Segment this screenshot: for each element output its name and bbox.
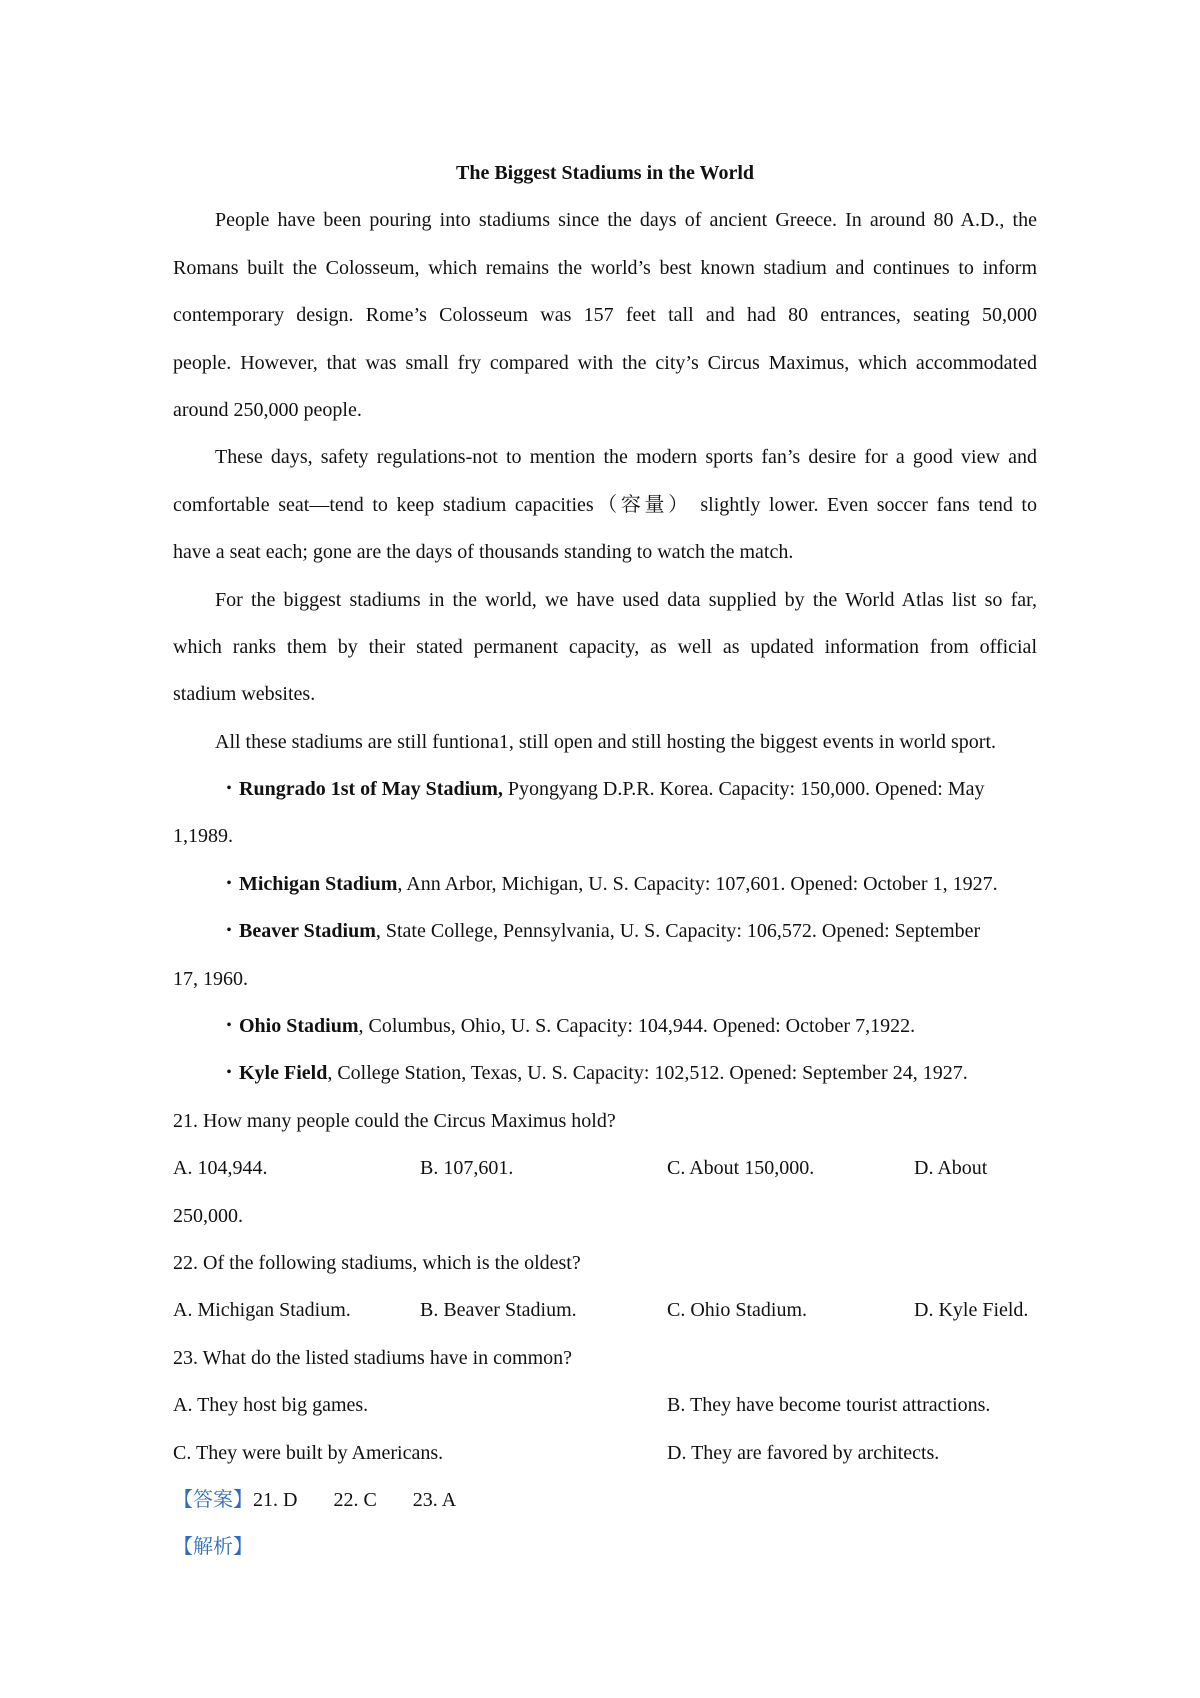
paragraph-3-line-2: which ranks them by their stated permanent capacity, as well as updated information from official xyxy=(173,635,1037,658)
stadium-details: Pyongyang D.P.R. Korea. Capacity: 150,000. Opened: May xyxy=(502,778,985,801)
option-b: B. They have become tourist attractions. xyxy=(667,1394,991,1417)
paragraph-1-line-5: around 250,000 people. xyxy=(173,398,362,421)
option-a: A. They host big games. xyxy=(173,1394,369,1417)
answer-23: 23. A xyxy=(412,1488,457,1511)
question-21-option-d-continued: 250,000. xyxy=(173,1204,243,1227)
paragraph-1-line-4: people. However, that was small fry compared with the city’s Circus Maximus, which accommodated xyxy=(173,351,1037,374)
bullet-icon: ・ xyxy=(219,778,239,801)
stadium-name: Kyle Field xyxy=(239,1062,328,1085)
option-b: B. 107,601. xyxy=(420,1157,514,1180)
passage-title: The Biggest Stadiums in the World xyxy=(455,162,755,184)
stadium-item-rungrado-continued: 1,1989. xyxy=(173,825,233,848)
option-c: C. Ohio Stadium. xyxy=(667,1299,808,1322)
analysis-label: 【解析】 xyxy=(173,1536,253,1559)
option-b: B. Beaver Stadium. xyxy=(420,1299,577,1322)
stadium-details: , Columbus, Ohio, U. S. Capacity: 104,944. Opened: October 7,1922. xyxy=(358,1015,916,1038)
bullet-icon: ・ xyxy=(219,1015,239,1038)
answer-21: 21. D xyxy=(253,1488,298,1511)
question-22-stem: 22. Of the following stadiums, which is the oldest? xyxy=(173,1251,581,1274)
paragraph-1-line-1: People have been pouring into stadiums since the days of ancient Greece. In around 80 A.D., the xyxy=(215,209,1037,232)
paragraph-2-line-3: have a seat each; gone are the days of thousands standing to watch the match. xyxy=(173,541,794,564)
document-page xyxy=(173,150,1037,1572)
option-c: C. They were built by Americans. xyxy=(173,1441,444,1464)
paragraph-1-line-2: Romans built the Colosseum, which remains the world’s best known stadium and continues to inform xyxy=(173,256,1037,279)
option-d: D. They are favored by architects. xyxy=(667,1441,940,1464)
option-a: A. 104,944. xyxy=(173,1157,268,1180)
question-23-options-row-2 xyxy=(173,1430,1037,1477)
question-21-options xyxy=(173,1145,1037,1192)
paragraph-4: All these stadiums are still funtiona1, still open and still hosting the biggest events in world sport. xyxy=(215,730,997,753)
stadium-item-beaver-continued: 17, 1960. xyxy=(173,967,248,990)
stadium-name: Ohio Stadium xyxy=(239,1015,359,1038)
stadium-name: Rungrado 1st of May Stadium, xyxy=(239,778,503,801)
option-d: D. About xyxy=(914,1157,988,1180)
paragraph-3-line-1: For the biggest stadiums in the world, we have used data supplied by the World Atlas list so far, xyxy=(215,588,1037,611)
question-23-stem: 23. What do the listed stadiums have in common? xyxy=(173,1346,573,1369)
option-c: C. About 150,000. xyxy=(667,1157,815,1180)
question-22-options xyxy=(173,1287,1037,1334)
analysis-line xyxy=(173,1524,1037,1571)
stadium-details: , College Station, Texas, U. S. Capacity: 102,512. Opened: September 24, 1927. xyxy=(327,1062,968,1085)
question-21-stem: 21. How many people could the Circus Maximus hold? xyxy=(173,1109,616,1132)
paragraph-2-line-1: These days, safety regulations-not to mention the modern sports fan’s desire for a good view and xyxy=(215,446,1037,469)
bullet-icon: ・ xyxy=(219,1062,239,1085)
stadium-item-michigan xyxy=(173,861,1037,908)
stadium-name: Michigan Stadium xyxy=(239,872,398,895)
stadium-item-ohio xyxy=(173,1003,1037,1050)
question-23-options-row-1 xyxy=(173,1382,1037,1429)
paragraph-2-line-2: comfortable seat—tend to keep stadium capacities（容量） slightly lower. Even soccer fans tend to xyxy=(173,493,1037,516)
option-d: D. Kyle Field. xyxy=(914,1299,1029,1322)
stadium-item-rungrado xyxy=(173,766,1037,813)
option-a: A. Michigan Stadium. xyxy=(173,1299,351,1322)
paragraph-1-line-3: contemporary design. Rome’s Colosseum was 157 feet tall and had 80 entrances, seating 50,000 xyxy=(173,304,1037,327)
answer-22: 22. C xyxy=(333,1488,377,1511)
bullet-icon: ・ xyxy=(219,920,239,943)
stadium-name: Beaver Stadium xyxy=(239,920,376,943)
bullet-icon: ・ xyxy=(219,872,239,895)
stadium-details: , Ann Arbor, Michigan, U. S. Capacity: 107,601. Opened: October 1, 1927. xyxy=(397,872,998,895)
answer-label: 【答案】 xyxy=(173,1488,253,1511)
answer-line xyxy=(173,1477,1037,1524)
paragraph-3-line-3: stadium websites. xyxy=(173,683,316,706)
stadium-item-kyle xyxy=(173,1050,1037,1097)
stadium-item-beaver xyxy=(173,908,1037,955)
stadium-details: , State College, Pennsylvania, U. S. Capacity: 106,572. Opened: September xyxy=(375,920,981,943)
